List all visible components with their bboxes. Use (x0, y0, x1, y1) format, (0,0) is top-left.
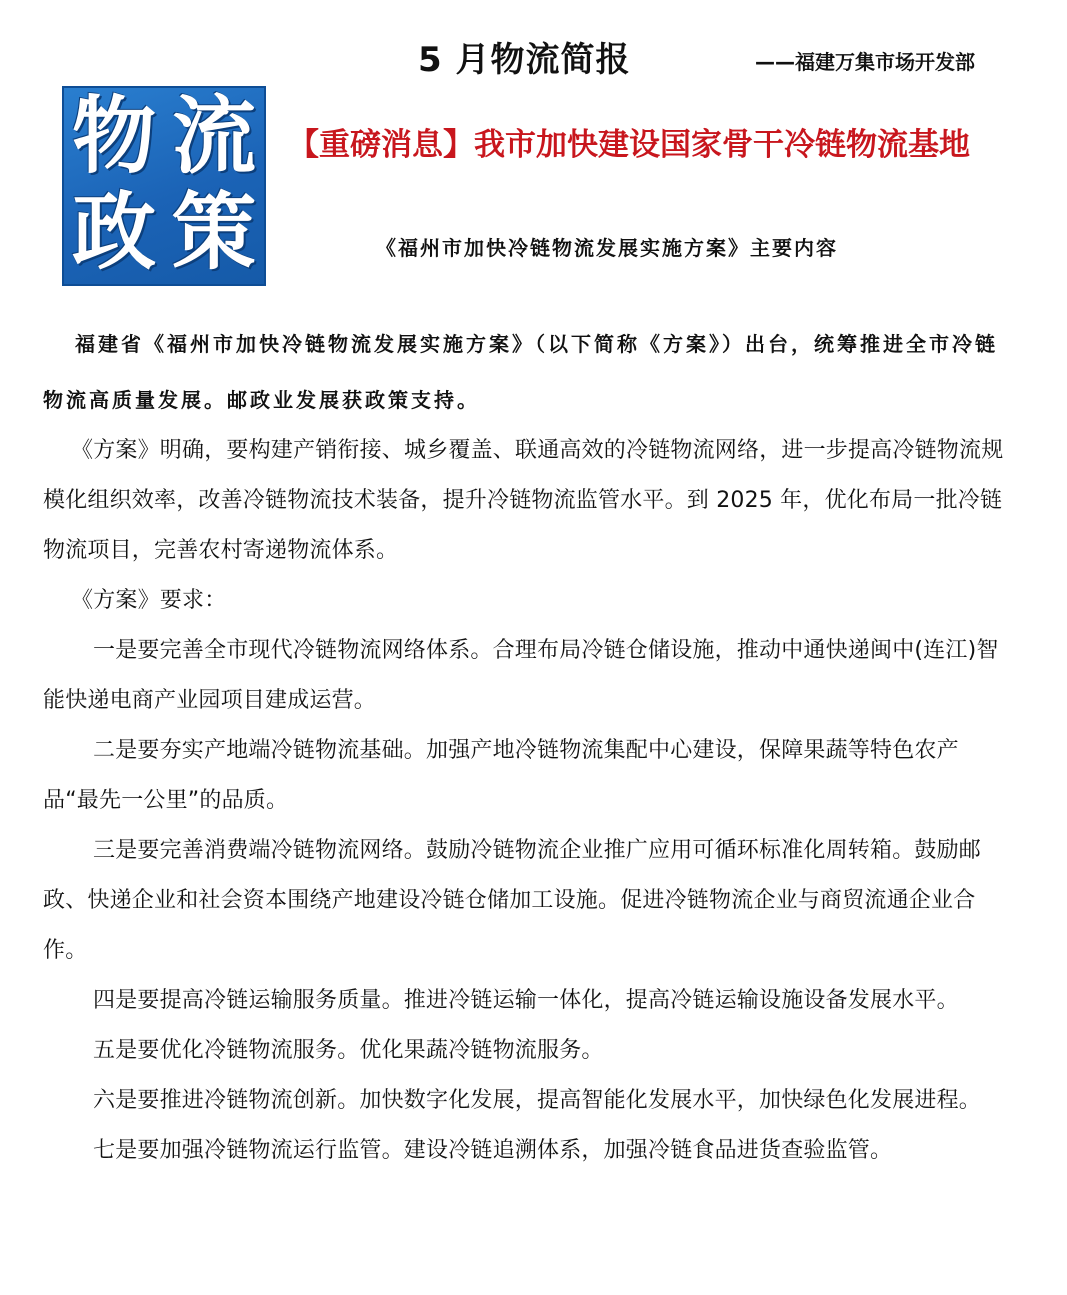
logistics-policy-logo (62, 86, 266, 286)
logo-char-2: 流 (171, 87, 256, 185)
page-title: 5 月物流简报 (418, 40, 631, 80)
lead-paragraph: 福建省《福州市加快冷链物流发展实施方案》（以下简称《方案》）出台，统筹推进全市冷链物流高质量发展。邮政业发展获政策支持。 (43, 332, 998, 412)
requirement-item-2: 二是要夯实产地端冷链物流基础。加强产地冷链物流集配中心建设，保障果蔬等特色农产品“最先一公里”的品质。 (43, 738, 959, 813)
department-label: ——福建万集市场开发部 (755, 50, 975, 74)
requirement-item-6: 六是要推进冷链物流创新。加快数字化发展，提高智能化发展水平，加快绿色化发展进程。 (93, 1088, 982, 1113)
logo-char-1: 物 (71, 87, 156, 185)
headline: 【重磅消息】我市加快建设国家骨干冷链物流基地 (288, 127, 970, 163)
requirement-item-7: 七是要加强冷链物流运行监管。建设冷链追溯体系，加强冷链食品进货查验监管。 (93, 1138, 893, 1163)
subheading: 《福州市加快冷链物流发展实施方案》主要内容 (376, 236, 838, 260)
requirement-item-3: 三是要完善消费端冷链物流网络。鼓励冷链物流企业推广应用可循环标准化周转箱。鼓励邮政、快递企业和社会资本围绕产地建设冷链仓储加工设施。促进冷链物流企业与商贸流通企业合作。 (43, 838, 982, 963)
requirement-item-5: 五是要优化冷链物流服务。优化果蔬冷链物流服务。 (93, 1038, 604, 1063)
paragraph-requirements: 《方案》要求： (71, 588, 227, 613)
logo-char-4: 策 (171, 183, 256, 281)
paragraph-overview: 《方案》明确，要构建产销衔接、城乡覆盖、联通高效的冷链物流网络，进一步提高冷链物流规模化组织效率，改善冷链物流技术装备，提升冷链物流监管水平。到 2025 年，优化布局一批冷链物流项目，完善农村寄递物流体系。 (43, 438, 1004, 563)
logo-char-3: 政 (71, 183, 156, 281)
article-body (43, 426, 1011, 1176)
requirement-item-1: 一是要完善全市现代冷链物流网络体系。合理布局冷链仓储设施，推动中通快递闽中(连江)智能快递电商产业园项目建成运营。 (43, 638, 999, 713)
requirement-item-4: 四是要提高冷链运输服务质量。推进冷链运输一体化，提高冷链运输设施设备发展水平。 (93, 988, 959, 1013)
